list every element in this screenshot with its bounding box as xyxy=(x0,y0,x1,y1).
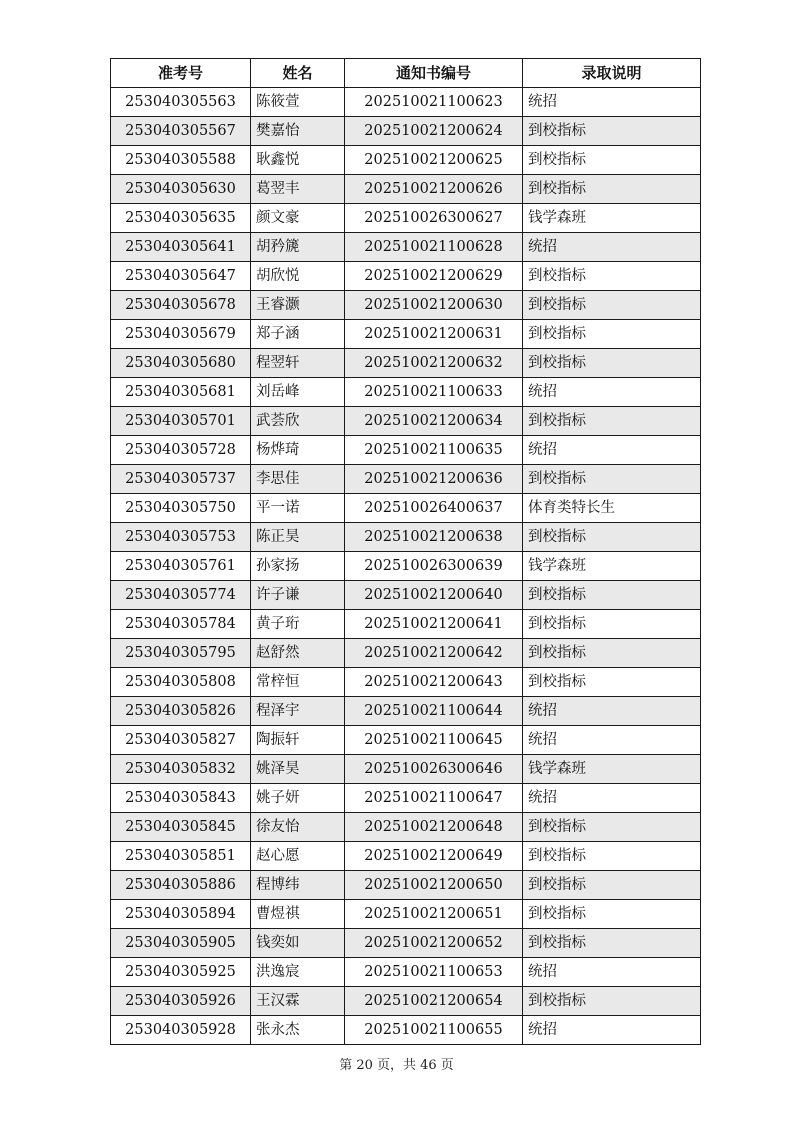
admission-note-cell: 到校指标 xyxy=(523,465,701,494)
exam-id-cell: 253040305753 xyxy=(111,523,251,552)
exam-id-cell: 253040305826 xyxy=(111,697,251,726)
table-row xyxy=(111,262,701,291)
student-name-cell: 平一诺 xyxy=(251,494,345,523)
notice-number-cell: 202510021200638 xyxy=(345,523,523,552)
exam-id-cell: 253040305761 xyxy=(111,552,251,581)
admission-note-cell: 钱学森班 xyxy=(523,755,701,784)
table-row xyxy=(111,349,701,378)
table-row xyxy=(111,320,701,349)
exam-id-cell: 253040305563 xyxy=(111,88,251,117)
student-name-cell: 王汉霖 xyxy=(251,987,345,1016)
table-row xyxy=(111,581,701,610)
table-row xyxy=(111,1016,701,1045)
notice-number-cell: 202510021100653 xyxy=(345,958,523,987)
admission-note-cell: 钱学森班 xyxy=(523,552,701,581)
header-name: 姓名 xyxy=(251,59,345,88)
exam-id-cell: 253040305630 xyxy=(111,175,251,204)
notice-number-cell: 202510021200636 xyxy=(345,465,523,494)
notice-number-cell: 202510021200640 xyxy=(345,581,523,610)
table-row xyxy=(111,958,701,987)
student-name-cell: 郑子涵 xyxy=(251,320,345,349)
table-row xyxy=(111,175,701,204)
notice-number-cell: 202510026300639 xyxy=(345,552,523,581)
exam-id-cell: 253040305678 xyxy=(111,291,251,320)
notice-number-cell: 202510021100628 xyxy=(345,233,523,262)
exam-id-cell: 253040305784 xyxy=(111,610,251,639)
admission-note-cell: 统招 xyxy=(523,436,701,465)
exam-id-cell: 253040305680 xyxy=(111,349,251,378)
exam-id-cell: 253040305728 xyxy=(111,436,251,465)
notice-number-cell: 202510026400637 xyxy=(345,494,523,523)
table-body xyxy=(111,88,701,1045)
admission-note-cell: 到校指标 xyxy=(523,291,701,320)
admission-note-cell: 到校指标 xyxy=(523,349,701,378)
student-name-cell: 徐友怡 xyxy=(251,813,345,842)
student-name-cell: 杨烨琦 xyxy=(251,436,345,465)
table-row xyxy=(111,146,701,175)
exam-id-cell: 253040305641 xyxy=(111,233,251,262)
table-row xyxy=(111,697,701,726)
table-row xyxy=(111,929,701,958)
admission-note-cell: 到校指标 xyxy=(523,407,701,436)
table-row xyxy=(111,204,701,233)
admission-note-cell: 钱学森班 xyxy=(523,204,701,233)
student-name-cell: 姚泽昊 xyxy=(251,755,345,784)
exam-id-cell: 253040305567 xyxy=(111,117,251,146)
admission-note-cell: 统招 xyxy=(523,378,701,407)
exam-id-cell: 253040305851 xyxy=(111,842,251,871)
table-row xyxy=(111,291,701,320)
student-name-cell: 曹煜祺 xyxy=(251,900,345,929)
admission-note-cell: 到校指标 xyxy=(523,175,701,204)
table-row xyxy=(111,987,701,1016)
notice-number-cell: 202510021100635 xyxy=(345,436,523,465)
table-row xyxy=(111,407,701,436)
admission-note-cell: 到校指标 xyxy=(523,523,701,552)
notice-number-cell: 202510021200631 xyxy=(345,320,523,349)
exam-id-cell: 253040305774 xyxy=(111,581,251,610)
admission-note-cell: 统招 xyxy=(523,88,701,117)
student-name-cell: 许子谦 xyxy=(251,581,345,610)
table-row xyxy=(111,88,701,117)
notice-number-cell: 202510021100647 xyxy=(345,784,523,813)
notice-number-cell: 202510021100655 xyxy=(345,1016,523,1045)
student-name-cell: 赵心愿 xyxy=(251,842,345,871)
notice-number-cell: 202510021200634 xyxy=(345,407,523,436)
notice-number-cell: 202510021200641 xyxy=(345,610,523,639)
admission-note-cell: 到校指标 xyxy=(523,610,701,639)
student-name-cell: 张永杰 xyxy=(251,1016,345,1045)
notice-number-cell: 202510021200629 xyxy=(345,262,523,291)
notice-number-cell: 202510021200630 xyxy=(345,291,523,320)
student-name-cell: 程泽宇 xyxy=(251,697,345,726)
notice-number-cell: 202510021200651 xyxy=(345,900,523,929)
student-name-cell: 陶振轩 xyxy=(251,726,345,755)
student-name-cell: 姚子妍 xyxy=(251,784,345,813)
admission-note-cell: 到校指标 xyxy=(523,117,701,146)
student-name-cell: 胡欣悦 xyxy=(251,262,345,291)
admission-note-cell: 到校指标 xyxy=(523,581,701,610)
table-header-row xyxy=(111,59,701,88)
table-row xyxy=(111,639,701,668)
student-name-cell: 葛翌丰 xyxy=(251,175,345,204)
exam-id-cell: 253040305635 xyxy=(111,204,251,233)
table-row xyxy=(111,552,701,581)
notice-number-cell: 202510021200625 xyxy=(345,146,523,175)
student-name-cell: 颜文豪 xyxy=(251,204,345,233)
student-name-cell: 陈正昊 xyxy=(251,523,345,552)
exam-id-cell: 253040305832 xyxy=(111,755,251,784)
exam-id-cell: 253040305681 xyxy=(111,378,251,407)
exam-id-cell: 253040305737 xyxy=(111,465,251,494)
notice-number-cell: 202510021200626 xyxy=(345,175,523,204)
exam-id-cell: 253040305827 xyxy=(111,726,251,755)
notice-number-cell: 202510021100633 xyxy=(345,378,523,407)
admission-note-cell: 统招 xyxy=(523,1016,701,1045)
exam-id-cell: 253040305928 xyxy=(111,1016,251,1045)
notice-number-cell: 202510021100623 xyxy=(345,88,523,117)
table-row xyxy=(111,523,701,552)
notice-number-cell: 202510021100644 xyxy=(345,697,523,726)
table-row xyxy=(111,436,701,465)
student-name-cell: 耿鑫悦 xyxy=(251,146,345,175)
table-row xyxy=(111,233,701,262)
exam-id-cell: 253040305795 xyxy=(111,639,251,668)
exam-id-cell: 253040305647 xyxy=(111,262,251,291)
table-row xyxy=(111,755,701,784)
exam-id-cell: 253040305701 xyxy=(111,407,251,436)
exam-id-cell: 253040305679 xyxy=(111,320,251,349)
exam-id-cell: 253040305894 xyxy=(111,900,251,929)
table-row xyxy=(111,668,701,697)
admission-note-cell: 到校指标 xyxy=(523,987,701,1016)
admission-note-cell: 到校指标 xyxy=(523,842,701,871)
admission-note-cell: 统招 xyxy=(523,958,701,987)
admission-table xyxy=(110,58,701,1045)
table-row xyxy=(111,726,701,755)
exam-id-cell: 253040305845 xyxy=(111,813,251,842)
header-admission-note: 录取说明 xyxy=(523,59,701,88)
table-row xyxy=(111,117,701,146)
admission-note-cell: 到校指标 xyxy=(523,929,701,958)
student-name-cell: 武荟欣 xyxy=(251,407,345,436)
exam-id-cell: 253040305925 xyxy=(111,958,251,987)
student-name-cell: 李思佳 xyxy=(251,465,345,494)
header-notice-number: 通知书编号 xyxy=(345,59,523,88)
admission-note-cell: 到校指标 xyxy=(523,871,701,900)
notice-number-cell: 202510026300646 xyxy=(345,755,523,784)
admission-note-cell: 到校指标 xyxy=(523,262,701,291)
exam-id-cell: 253040305886 xyxy=(111,871,251,900)
student-name-cell: 樊嘉怡 xyxy=(251,117,345,146)
exam-id-cell: 253040305808 xyxy=(111,668,251,697)
table-row xyxy=(111,842,701,871)
student-name-cell: 孙家扬 xyxy=(251,552,345,581)
table-row xyxy=(111,900,701,929)
admission-note-cell: 到校指标 xyxy=(523,900,701,929)
notice-number-cell: 202510021200648 xyxy=(345,813,523,842)
exam-id-cell: 253040305843 xyxy=(111,784,251,813)
table-row xyxy=(111,813,701,842)
student-name-cell: 陈筱萱 xyxy=(251,88,345,117)
notice-number-cell: 202510021100645 xyxy=(345,726,523,755)
table-row xyxy=(111,494,701,523)
admission-note-cell: 体育类特长生 xyxy=(523,494,701,523)
student-name-cell: 王睿灏 xyxy=(251,291,345,320)
table-row xyxy=(111,784,701,813)
student-name-cell: 程翌轩 xyxy=(251,349,345,378)
admission-note-cell: 到校指标 xyxy=(523,813,701,842)
admission-note-cell: 到校指标 xyxy=(523,639,701,668)
table-row xyxy=(111,378,701,407)
exam-id-cell: 253040305750 xyxy=(111,494,251,523)
notice-number-cell: 202510021200624 xyxy=(345,117,523,146)
student-name-cell: 胡矜篪 xyxy=(251,233,345,262)
admission-note-cell: 统招 xyxy=(523,233,701,262)
admission-note-cell: 到校指标 xyxy=(523,320,701,349)
notice-number-cell: 202510021200642 xyxy=(345,639,523,668)
student-name-cell: 刘岳峰 xyxy=(251,378,345,407)
notice-number-cell: 202510021200650 xyxy=(345,871,523,900)
table-row xyxy=(111,871,701,900)
notice-number-cell: 202510021200654 xyxy=(345,987,523,1016)
table-row xyxy=(111,465,701,494)
notice-number-cell: 202510021200649 xyxy=(345,842,523,871)
admission-note-cell: 统招 xyxy=(523,784,701,813)
header-exam-id: 准考号 xyxy=(111,59,251,88)
table-row xyxy=(111,610,701,639)
exam-id-cell: 253040305588 xyxy=(111,146,251,175)
admission-note-cell: 到校指标 xyxy=(523,146,701,175)
admission-note-cell: 到校指标 xyxy=(523,668,701,697)
student-name-cell: 赵舒然 xyxy=(251,639,345,668)
student-name-cell: 黄子珩 xyxy=(251,610,345,639)
student-name-cell: 程博纬 xyxy=(251,871,345,900)
student-name-cell: 洪逸宸 xyxy=(251,958,345,987)
exam-id-cell: 253040305905 xyxy=(111,929,251,958)
page-number: 第 20 页，共 46 页 xyxy=(339,1058,454,1073)
student-name-cell: 常梓恒 xyxy=(251,668,345,697)
student-name-cell: 钱奕如 xyxy=(251,929,345,958)
notice-number-cell: 202510021200643 xyxy=(345,668,523,697)
admission-note-cell: 统招 xyxy=(523,697,701,726)
notice-number-cell: 202510021200652 xyxy=(345,929,523,958)
exam-id-cell: 253040305926 xyxy=(111,987,251,1016)
notice-number-cell: 202510026300627 xyxy=(345,204,523,233)
admission-note-cell: 统招 xyxy=(523,726,701,755)
notice-number-cell: 202510021200632 xyxy=(345,349,523,378)
